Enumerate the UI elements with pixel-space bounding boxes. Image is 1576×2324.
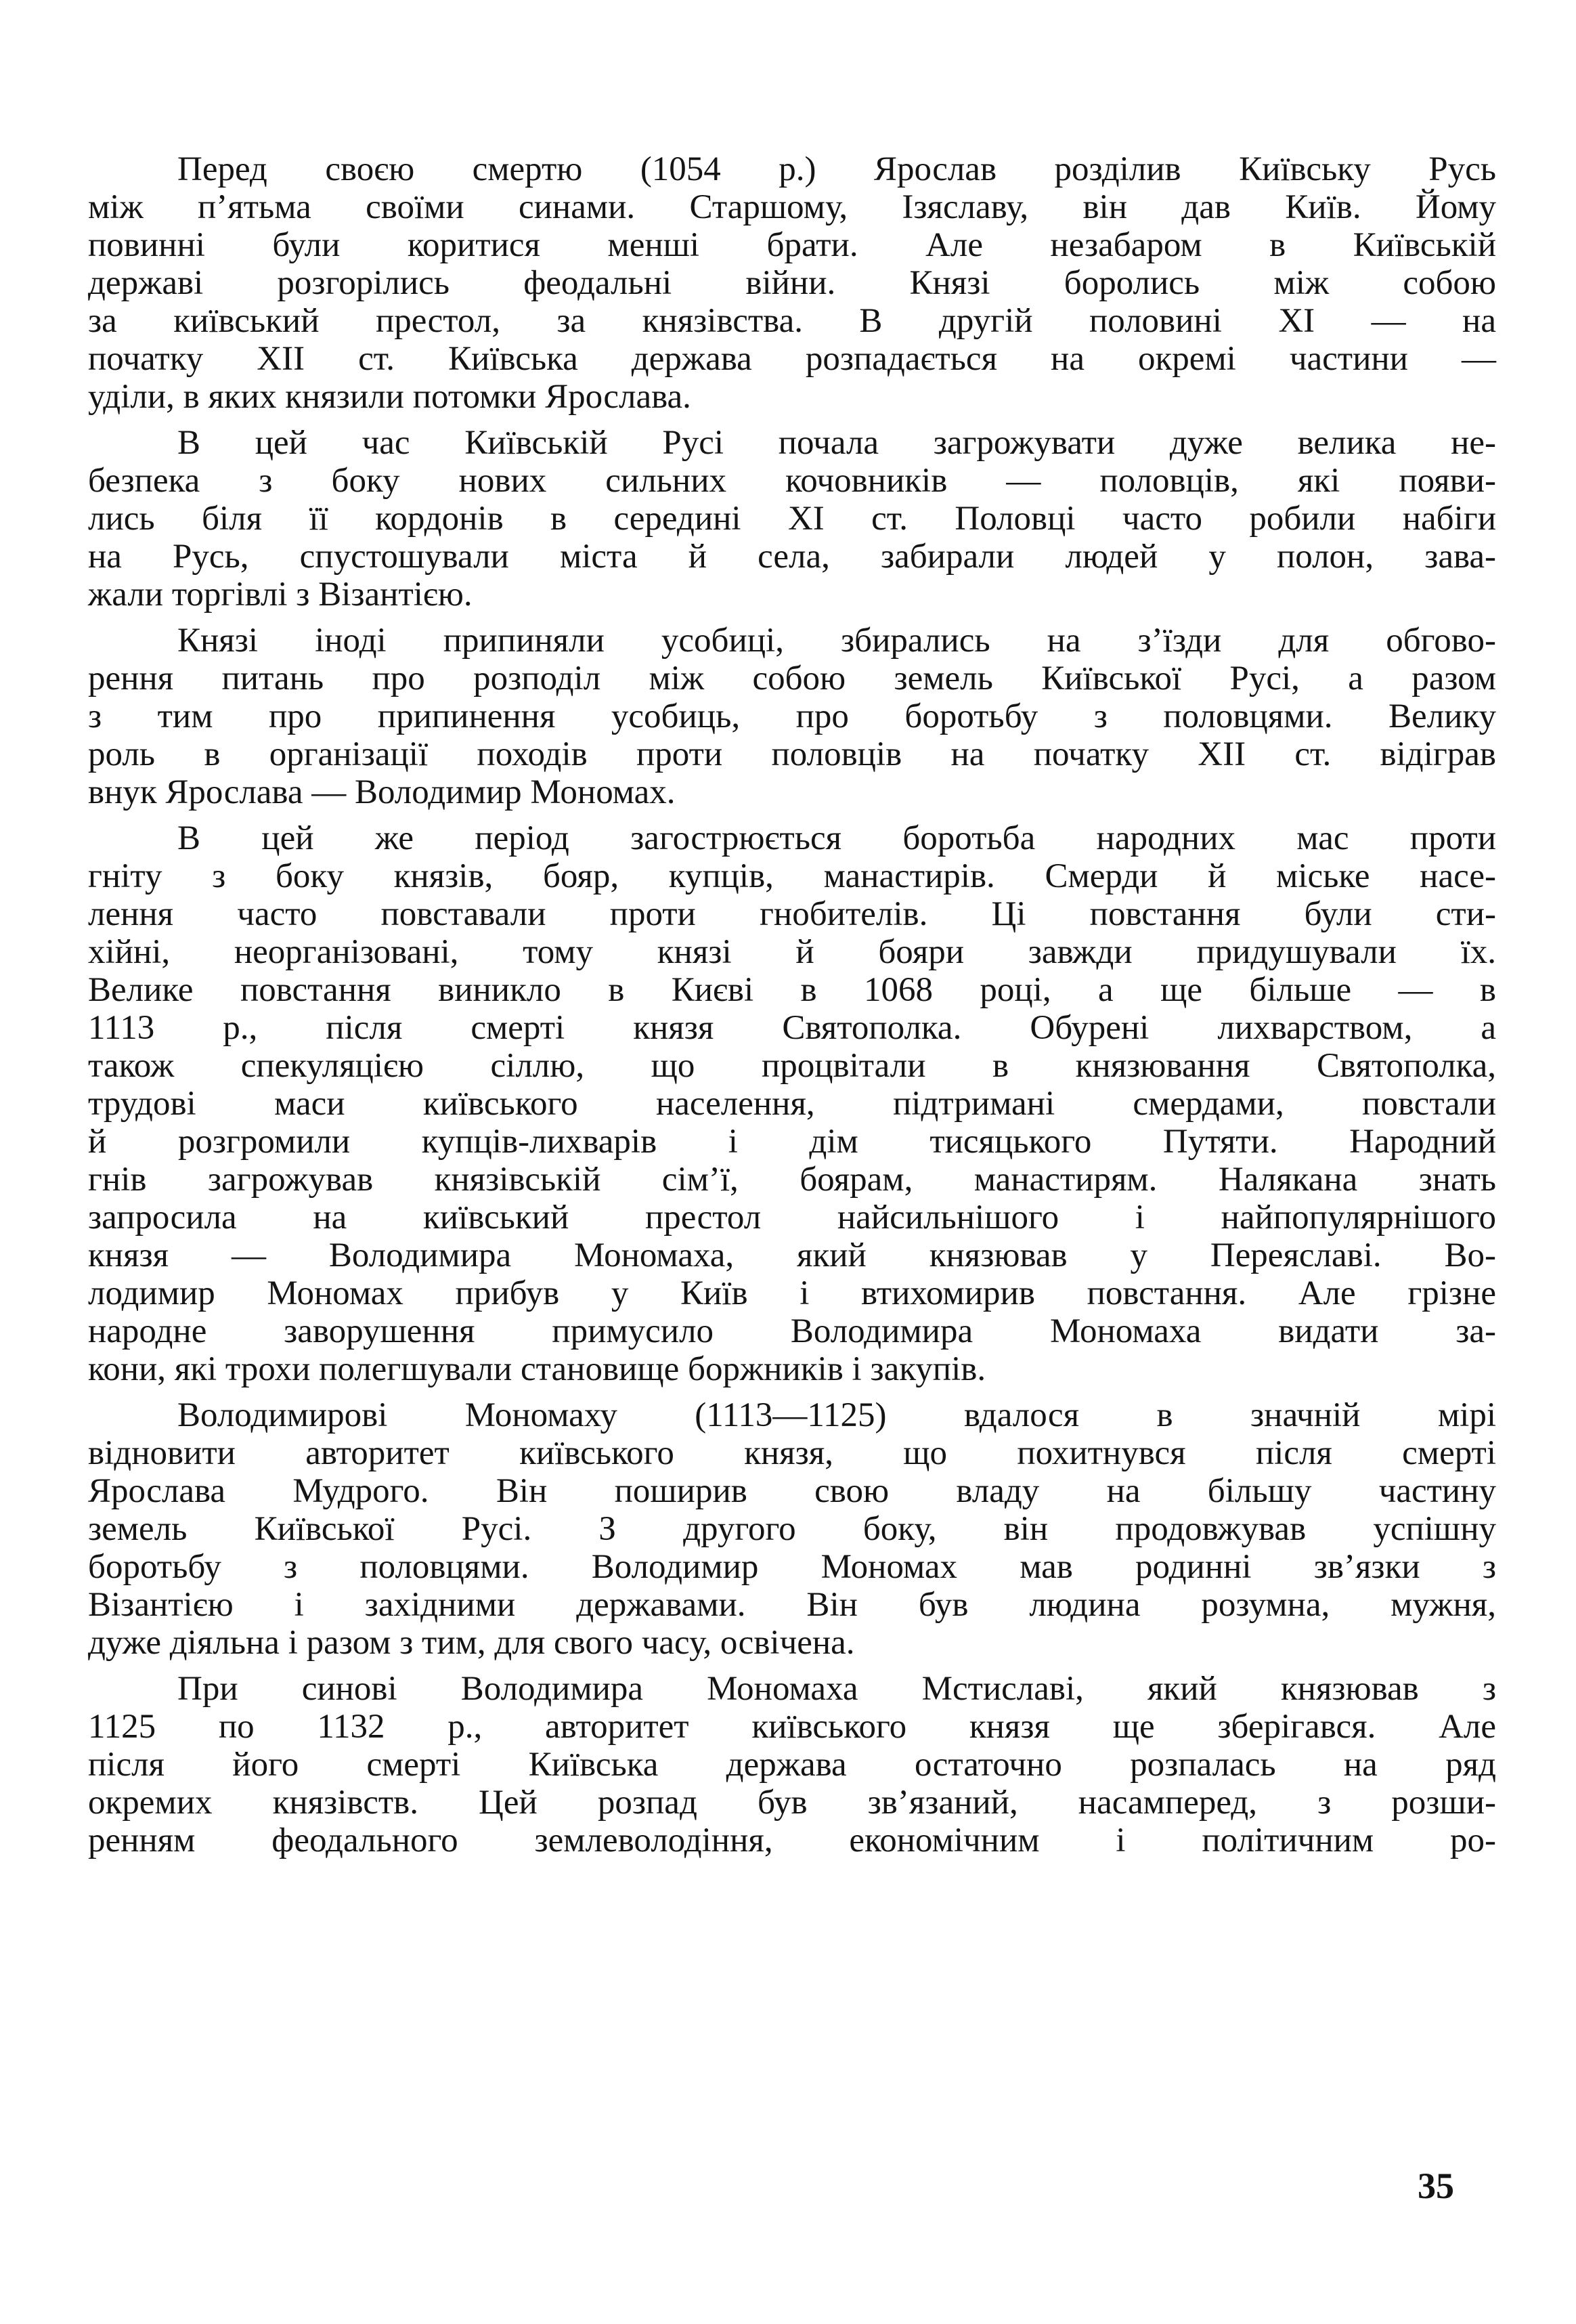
- text-line: 1125 по 1132 р., авторитет київського князя ще зберігався. Але: [88, 1708, 1496, 1746]
- text-line: боротьбу з половцями. Володимир Мономах мав родинні зв’язки з: [88, 1548, 1496, 1586]
- text-line: дуже діяльна і разом з тим, для свого часу, освічена.: [88, 1624, 855, 1662]
- paragraph: [88, 424, 1496, 614]
- text-line: народне заворушення примусило Володимира Мономаха видати за-: [88, 1312, 1496, 1350]
- text-line: жали торгівлі з Візантією.: [88, 576, 473, 614]
- text-line: хійні, неорганізовані, тому князі й бояри завжди придушували їх.: [88, 933, 1496, 971]
- text-line: на Русь, спустошували міста й села, забирали людей у полон, зава-: [88, 538, 1496, 576]
- text-line: трудові маси київського населення, підтримані смердами, повстали: [88, 1085, 1496, 1123]
- paragraph: [88, 622, 1496, 811]
- text-line: 1113 р., після смерті князя Святополка. Обурені лихварством, а: [88, 1009, 1496, 1047]
- text-line: запросила на київський престол найсильнішого і найпопулярнішого: [88, 1199, 1496, 1236]
- text-line: внук Ярослава — Володимир Мономах.: [88, 773, 676, 811]
- text-line: князя — Володимира Мономаха, який князював у Переяславі. Во-: [88, 1236, 1496, 1274]
- text-line: рення питань про розподіл між собою земель Київської Русі, а разом: [88, 660, 1496, 697]
- paragraph: [88, 819, 1496, 1388]
- text-line: державі розгорілись феодальні війни. Князі боролись між собою: [88, 264, 1496, 302]
- text-line: Візантією і західними державами. Він був людина розумна, мужня,: [88, 1586, 1496, 1624]
- text-line: В цей же період загострюється боротьба народних мас проти: [177, 819, 1496, 857]
- paragraph: [88, 1396, 1496, 1662]
- text-line: роль в організації походів проти половців на початку XII ст. відіграв: [88, 735, 1496, 773]
- text-line: Велике повстання виникло в Києві в 1068 році, а ще більше — в: [88, 971, 1496, 1009]
- body-text: [88, 150, 1496, 1868]
- text-line: лодимир Мономах прибув у Київ і втихомирив повстання. Але грізне: [88, 1274, 1496, 1312]
- text-line: й розгромили купців-лихварів і дім тисяцького Путяти. Народний: [88, 1123, 1496, 1161]
- text-line: Ярослава Мудрого. Він поширив свою владу на більшу частину: [88, 1472, 1496, 1510]
- text-line: Володимирові Мономаху (1113—1125) вдалося в значній мірі: [177, 1396, 1496, 1434]
- text-line: гніту з боку князів, бояр, купців, манастирів. Смерди й міське насе-: [88, 857, 1496, 895]
- paragraph: [88, 1670, 1496, 1859]
- text-line: повинні були коритися менші брати. Але незабаром в Київській: [88, 226, 1496, 264]
- page-number: 35: [1418, 2166, 1454, 2206]
- text-line: безпека з боку нових сильних кочовників — половців, які появи-: [88, 462, 1496, 500]
- text-line: гнів загрожував князівській сім’ї, боярам, манастирям. Налякана знать: [88, 1161, 1496, 1199]
- text-line: після його смерті Київська держава остаточно розпалась на ряд: [88, 1746, 1496, 1784]
- text-line: з тим про припинення усобиць, про боротьбу з половцями. Велику: [88, 697, 1496, 735]
- text-line: також спекуляцією сіллю, що процвітали в князювання Святополка,: [88, 1047, 1496, 1085]
- text-line: лення часто повставали проти гнобителів. Ці повстання були сти-: [88, 895, 1496, 933]
- text-line: В цей час Київській Русі почала загрожувати дуже велика не-: [177, 424, 1496, 462]
- paragraph: [88, 150, 1496, 416]
- text-line: лись біля її кордонів в середині XI ст. Половці часто робили набіги: [88, 500, 1496, 538]
- text-line: Князі іноді припиняли усобиці, збирались на з’їзди для обгово-: [177, 622, 1496, 660]
- text-line: окремих князівств. Цей розпад був зв’язаний, насамперед, з розши-: [88, 1784, 1496, 1822]
- text-line: ренням феодального землеволодіння, економічним і політичним ро-: [88, 1822, 1496, 1859]
- text-line: Перед своєю смертю (1054 р.) Ярослав розділив Київську Русь: [177, 150, 1496, 188]
- text-line: земель Київської Русі. З другого боку, він продовжував успішну: [88, 1510, 1496, 1548]
- text-line: за київський престол, за князівства. В другій половині XI — на: [88, 302, 1496, 340]
- text-line: початку XII ст. Київська держава розпадається на окремі частини —: [88, 340, 1496, 378]
- text-line: відновити авторитет київського князя, що похитнувся після смерті: [88, 1434, 1496, 1472]
- text-line: кони, які трохи полегшували становище боржників і закупів.: [88, 1350, 986, 1388]
- text-line: уділи, в яких князили потомки Ярослава.: [88, 378, 691, 416]
- text-line: При синові Володимира Мономаха Мстиславі, який князював з: [177, 1670, 1496, 1708]
- text-line: між п’ятьма своїми синами. Старшому, Ізяславу, він дав Київ. Йому: [88, 188, 1496, 226]
